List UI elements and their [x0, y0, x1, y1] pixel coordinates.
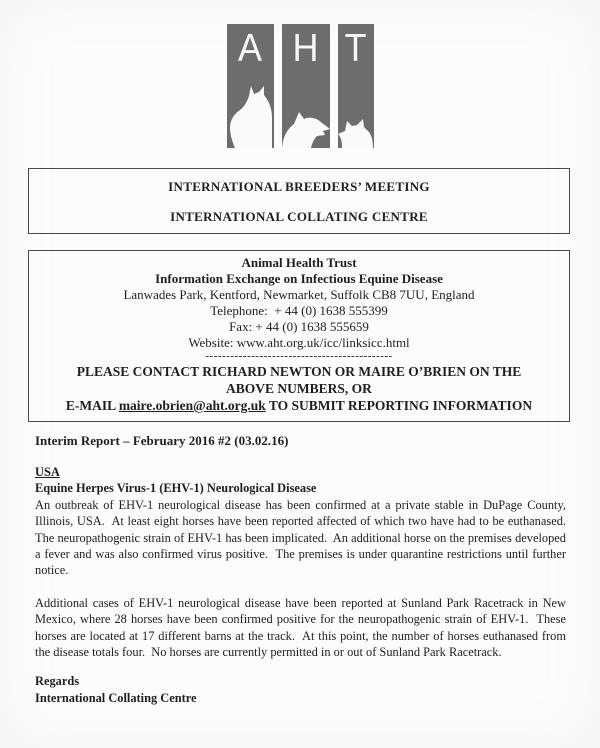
org-address: Lanwades Park, Kentford, Newmarket, Suffolk CB8 7UU, England	[123, 287, 475, 302]
report-body	[35, 464, 573, 706]
logo-panel-t	[338, 24, 374, 148]
meeting-title-line1: INTERNATIONAL BREEDERS’ MEETING	[168, 179, 430, 194]
logo-panel-a	[227, 24, 274, 148]
org-website: Website: www.aht.org.uk/icc/linksicc.html	[188, 335, 410, 350]
signoff-block	[35, 673, 566, 706]
logo-letter-t: T	[344, 25, 367, 70]
contact-notice: PLEASE CONTACT RICHARD NEWTON OR MAIRE O’BRIEN ON THE ABOVE NUMBERS, OR	[76, 364, 524, 396]
aht-logo	[0, 24, 600, 148]
signoff-centre: International Collating Centre	[35, 690, 197, 705]
horse-silhouette-icon	[227, 84, 274, 148]
org-telephone: Telephone: + 44 (0) 1638 555399	[210, 303, 388, 318]
cat-silhouette-icon	[338, 118, 374, 148]
contact-info-box	[28, 250, 570, 422]
email-suffix: TO SUBMIT REPORTING INFORMATION	[265, 398, 533, 413]
dog-silhouette-icon	[282, 110, 330, 148]
logo-panel-h	[282, 24, 330, 148]
email-prefix: E-MAIL	[65, 398, 119, 413]
signoff-regards: Regards	[35, 674, 80, 689]
meeting-header-box	[28, 168, 570, 234]
interim-report-title: Interim Report – February 2016 #2 (03.02.16)	[35, 433, 289, 448]
email-link[interactable]: maire.obrien@aht.org.uk	[118, 398, 266, 413]
org-name: Animal Health Trust	[241, 255, 357, 270]
dashed-divider: ---------------------------------------------	[205, 350, 393, 362]
org-subtitle: Information Exchange on Infectious Equine Disease	[155, 271, 443, 286]
report-paragraph-1: An outbreak of EHV-1 neurological disease has been confirmed at a private stable in DuPage County, Illinois, USA. At least eight horses have been reported affected of which two have had to be euthanased. The neuropathogenic strain of EHV-1 has been implicated. An additional horse on the premises developed a fever and was also confirmed virus positive. The premises is under quarantine restrictions until further notice.	[35, 497, 573, 578]
logo-letter-h: H	[292, 25, 319, 70]
email-line	[29, 397, 569, 414]
logo-letter-a: A	[237, 25, 262, 70]
meeting-title-line2: INTERNATIONAL COLLATING CENTRE	[170, 209, 428, 224]
country-heading: USA	[35, 465, 60, 479]
report-paragraph-2: Additional cases of EHV-1 neurological disease have been reported at Sunland Park Racetrack in New Mexico, where 28 horses have been confirmed positive for the neuropathogenic strain of EHV-1. These horses are located at 17 different barns at the track. At this point, the number of horses euthanased from the disease totals four. No horses are currently permitted in or out of Sunland Park Racetrack.	[35, 595, 570, 660]
org-fax: Fax: + 44 (0) 1638 555659	[229, 319, 369, 334]
disease-heading: Equine Herpes Virus-1 (EHV-1) Neurological Disease	[35, 481, 317, 496]
